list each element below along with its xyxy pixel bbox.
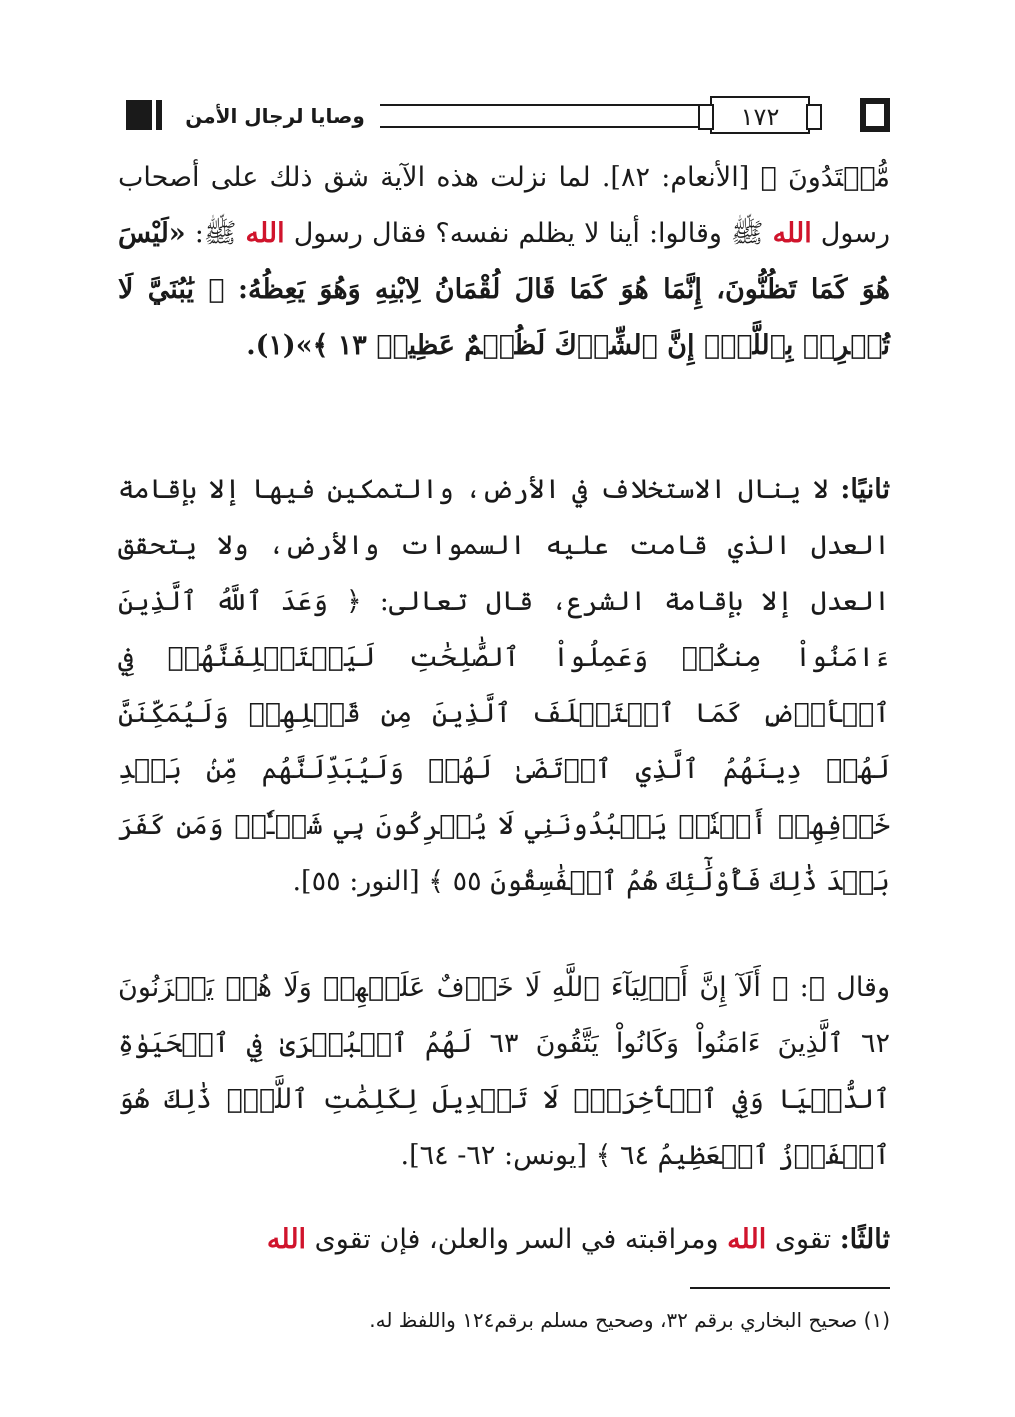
p3-text: وقال ﷻ: ﴿ أَلَآ إِنَّ أَوۡلِيَآءَ ٱللَّهِ لَا خَوۡفٌ عَلَيۡهِمۡ وَلَا هُمۡ يَحۡزَنُونَ ٦٢ ٱلَّذِينَ ءَامَنُواْ وَكَانُواْ يَتَّقُونَ ٦٣ لَهُمُ ٱلۡبُشۡرَىٰ فِي ٱلۡحَيَوٰةِ ٱلدُّنۡيَا وَفِي ٱلۡأٓخِرَةِۚ لَا تَبۡدِيلَ لِكَلِمَٰتِ ٱللَّهِۚ ذَٰلِكَ هُوَ ٱلۡفَوۡزُ ٱلۡعَظِيمُ ٦٤ ﴾ [يونس: ٦٢- ٦٤]. [118,972,890,1171]
p2-text: لا ينال الاستخلاف في الأرض، والتمكين فيها إلا بإقامة العدل الذي قامت عليه السموات والأرض، ولا يتحقق العدل إلا بإقامة الشرع، قال تعالى: ﴿ وَعَدَ ٱللَّهُ ٱلَّذِينَ ءَامَنُواْ مِنكُمۡ وَعَمِلُواْ ٱلصَّٰلِحَٰتِ لَيَسۡتَخۡلِفَنَّهُمۡ فِي ٱلۡأَرۡضِ كَمَا ٱسۡتَخۡلَفَ ٱلَّذِينَ مِن قَبۡلِهِمۡ وَلَيُمَكِّنَنَّ لَهُمۡ دِينَهُمُ ٱلَّذِي ٱرۡتَضَىٰ لَهُمۡ وَلَيُبَدِّلَنَّهُم مِّنۢ بَعۡدِ خَوۡفِهِمۡ أَمۡنٗاۚ يَعۡبُدُونَنِي لَا يُشۡرِكُونَ بِي شَيۡـٔٗاۚ وَمَن كَفَرَ بَعۡدَ ذَٰلِكَ فَأُوْلَٰٓئِكَ هُمُ ٱلۡفَٰسِقُونَ ٥٥ ﴾ [النور: ٥٥]. [118,474,890,897]
p1-text-2: ﷺ وقالوا: أينا لا يظلم نفسه؟ فقال رسول [293,218,764,249]
page-header [120,96,890,136]
footnote-separator [690,1287,890,1289]
header-ornament-left-bar [156,100,162,130]
header-ornament-right [860,98,890,132]
p1-text-3: ﷺ: [194,218,237,249]
p1-text-1: مُّهۡتَدُونَ ﴾ [الأنعام: ٨٢]. لما نزلت هذه الآية شق ذلك على أصحاب رسول [118,162,891,249]
p4-text-1: تقوى [774,1224,832,1255]
footnote: (١) صحيح البخاري برقم ٣٢، وصحيح مسلم برقم١٢٤ واللفظ له. [369,1308,890,1332]
paragraph-3 [118,960,890,1184]
header-ornament-left [126,100,152,130]
p1-allah-1: الله [772,218,812,249]
paragraph-1 [118,150,890,374]
p1-hadith: «لَيْسَ هُوَ كَمَا تَظُنُّونَ، إِنَّمَا هُوَ كَمَا قَالَ لُقْمَانُ لِابْنِهِ وَهُوَ يَعِظُهُ: [118,218,890,305]
paragraph-4 [118,1212,890,1268]
p1-allah-2: الله [245,218,285,249]
p4-text-2: ومراقبته في السر والعلن، فإن تقوى [314,1224,719,1255]
p2-label: ثانيًا: [840,474,890,505]
p1-verse: ﴿ يَٰبُنَيَّ لَا تُشۡرِكۡ بِٱللَّهِۖ إِنَّ ٱلشِّرۡكَ لَظُلۡمٌ عَظِيمٞ ١٣ ﴾»(١). [118,274,890,361]
p4-allah-1: الله [727,1224,767,1255]
page-number: ١٧٢ [710,96,810,134]
book-title: وصايا لرجال الأمن [170,96,380,136]
p4-label: ثالثًا: [839,1224,890,1255]
p4-allah-2: الله [266,1224,307,1255]
paragraph-2 [118,462,890,910]
